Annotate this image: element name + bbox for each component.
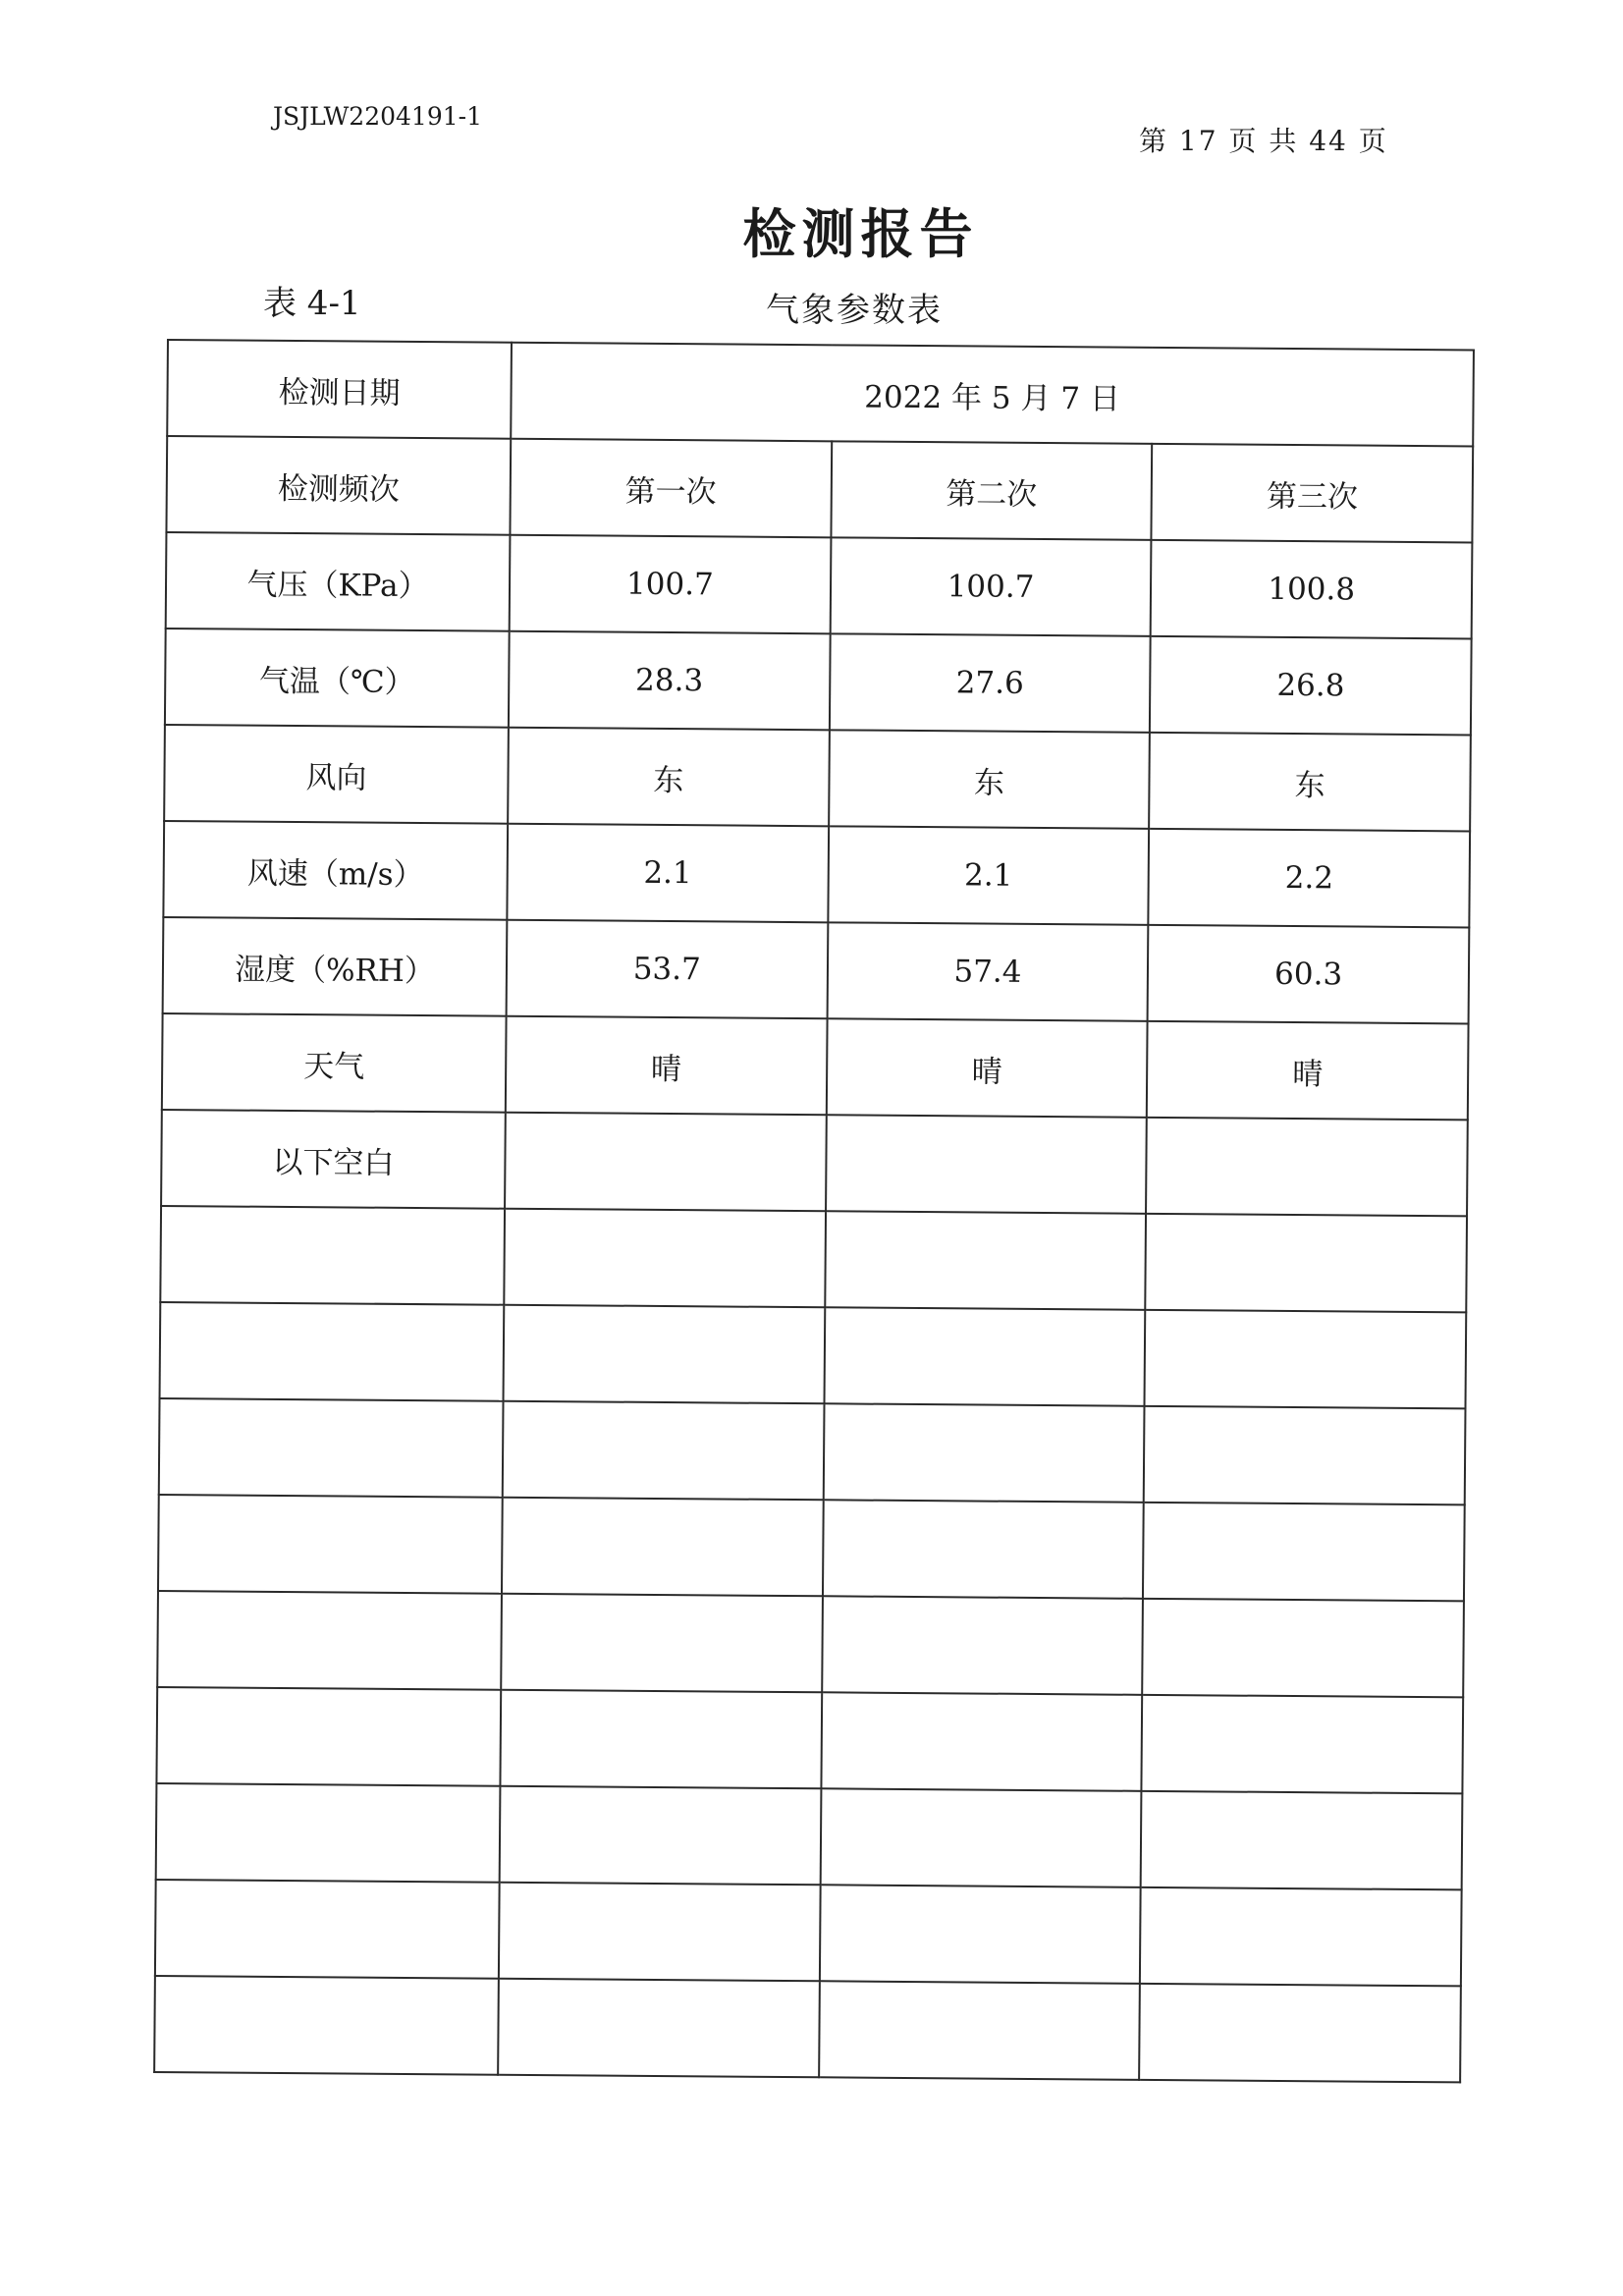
empty-cell [819, 1981, 1140, 2080]
meteorological-table-container [153, 339, 1475, 2072]
empty-row [160, 1206, 1467, 1312]
empty-cell [499, 1883, 820, 1982]
blank-marker-label: 以下空白 [161, 1110, 506, 1209]
table-number: 表 4-1 [263, 284, 361, 323]
empty-cell [1141, 1791, 1462, 1890]
empty-row [157, 1591, 1464, 1697]
empty-cell [1144, 1406, 1465, 1505]
empty-cell [157, 1591, 502, 1690]
table-row [164, 725, 1471, 831]
empty-row [158, 1495, 1465, 1601]
table-row [166, 532, 1473, 638]
empty-cell [154, 1976, 499, 2075]
empty-cell [498, 1979, 819, 2078]
empty-row [156, 1687, 1463, 1793]
empty-cell [500, 1786, 821, 1886]
empty-cell [1139, 1984, 1460, 2083]
empty-cell [155, 1880, 500, 1979]
table-cell: 2.1 [507, 824, 828, 923]
table-cell: 晴 [826, 1018, 1147, 1118]
table-cell: 晴 [506, 1016, 827, 1116]
empty-cell [826, 1115, 1147, 1214]
table-cell: 60.3 [1148, 925, 1469, 1024]
date-label: 检测日期 [167, 340, 512, 439]
empty-cell [504, 1209, 825, 1308]
empty-row [156, 1783, 1463, 1889]
empty-row [155, 1880, 1462, 1986]
empty-row [160, 1302, 1467, 1408]
table-title: 气象参数表 [766, 291, 943, 330]
table-cell: 26.8 [1150, 636, 1471, 736]
empty-cell [500, 1690, 821, 1789]
empty-cell [501, 1594, 822, 1693]
table-cell: 东 [508, 728, 829, 827]
meteorological-table [153, 339, 1475, 2083]
empty-cell [1145, 1310, 1466, 1409]
table-row [162, 1013, 1469, 1120]
empty-cell [502, 1498, 823, 1597]
date-row [167, 340, 1474, 446]
empty-cell [1142, 1695, 1463, 1794]
empty-cell [1142, 1599, 1463, 1698]
empty-cell [821, 1692, 1142, 1791]
empty-cell [820, 1885, 1141, 1984]
page-indicator: 第 17 页 共 44 页 [1139, 125, 1388, 157]
table-cell: 100.8 [1151, 540, 1472, 639]
empty-cell [1140, 1887, 1461, 1987]
table-cell: 57.4 [827, 922, 1148, 1021]
empty-cell [156, 1783, 501, 1883]
table-cell: 晴 [1147, 1021, 1468, 1121]
empty-cell [1146, 1118, 1467, 1217]
row-label: 气温（℃） [165, 629, 510, 728]
date-value: 2022 年 5 月 7 日 [511, 343, 1474, 447]
empty-cell [504, 1305, 825, 1404]
frequency-label: 检测频次 [166, 436, 511, 535]
frequency-1: 第一次 [510, 439, 831, 538]
frequency-2: 第二次 [831, 441, 1152, 540]
report-id: JSJLW2204191-1 [273, 102, 482, 131]
table-cell: 2.1 [828, 826, 1149, 925]
table-cell: 27.6 [830, 633, 1151, 733]
empty-cell [1146, 1214, 1467, 1313]
empty-row [159, 1398, 1466, 1504]
table-cell: 28.3 [509, 631, 830, 731]
empty-cell [824, 1307, 1145, 1406]
table-cell: 东 [1149, 733, 1470, 832]
document-title: 检测报告 [742, 202, 979, 265]
row-label: 湿度（%RH） [163, 917, 508, 1016]
empty-cell [822, 1596, 1143, 1695]
table-cell: 东 [829, 730, 1150, 829]
row-label: 风向 [164, 725, 509, 824]
frequency-row [166, 436, 1473, 542]
empty-cell [158, 1495, 503, 1594]
empty-cell [820, 1788, 1141, 1887]
row-label: 气压（KPa） [166, 532, 511, 631]
empty-row [154, 1976, 1461, 2082]
row-label: 天气 [162, 1013, 507, 1113]
empty-cell [160, 1206, 505, 1305]
table-cell: 53.7 [507, 920, 828, 1019]
table-cell: 100.7 [510, 535, 831, 634]
table-row [163, 917, 1470, 1023]
empty-cell [503, 1401, 824, 1501]
blank-marker-row [161, 1110, 1468, 1216]
empty-cell [156, 1687, 501, 1786]
empty-cell [823, 1403, 1144, 1503]
row-label: 风速（m/s） [163, 821, 508, 920]
empty-cell [823, 1500, 1144, 1599]
empty-cell [1143, 1503, 1464, 1602]
empty-cell [825, 1211, 1146, 1310]
frequency-3: 第三次 [1152, 444, 1473, 543]
empty-cell [159, 1398, 504, 1498]
empty-cell [505, 1113, 826, 1212]
empty-cell [160, 1302, 505, 1401]
table-cell: 2.2 [1149, 829, 1470, 928]
table-row [163, 821, 1470, 927]
table-cell: 100.7 [830, 537, 1151, 636]
table-row [165, 629, 1472, 735]
